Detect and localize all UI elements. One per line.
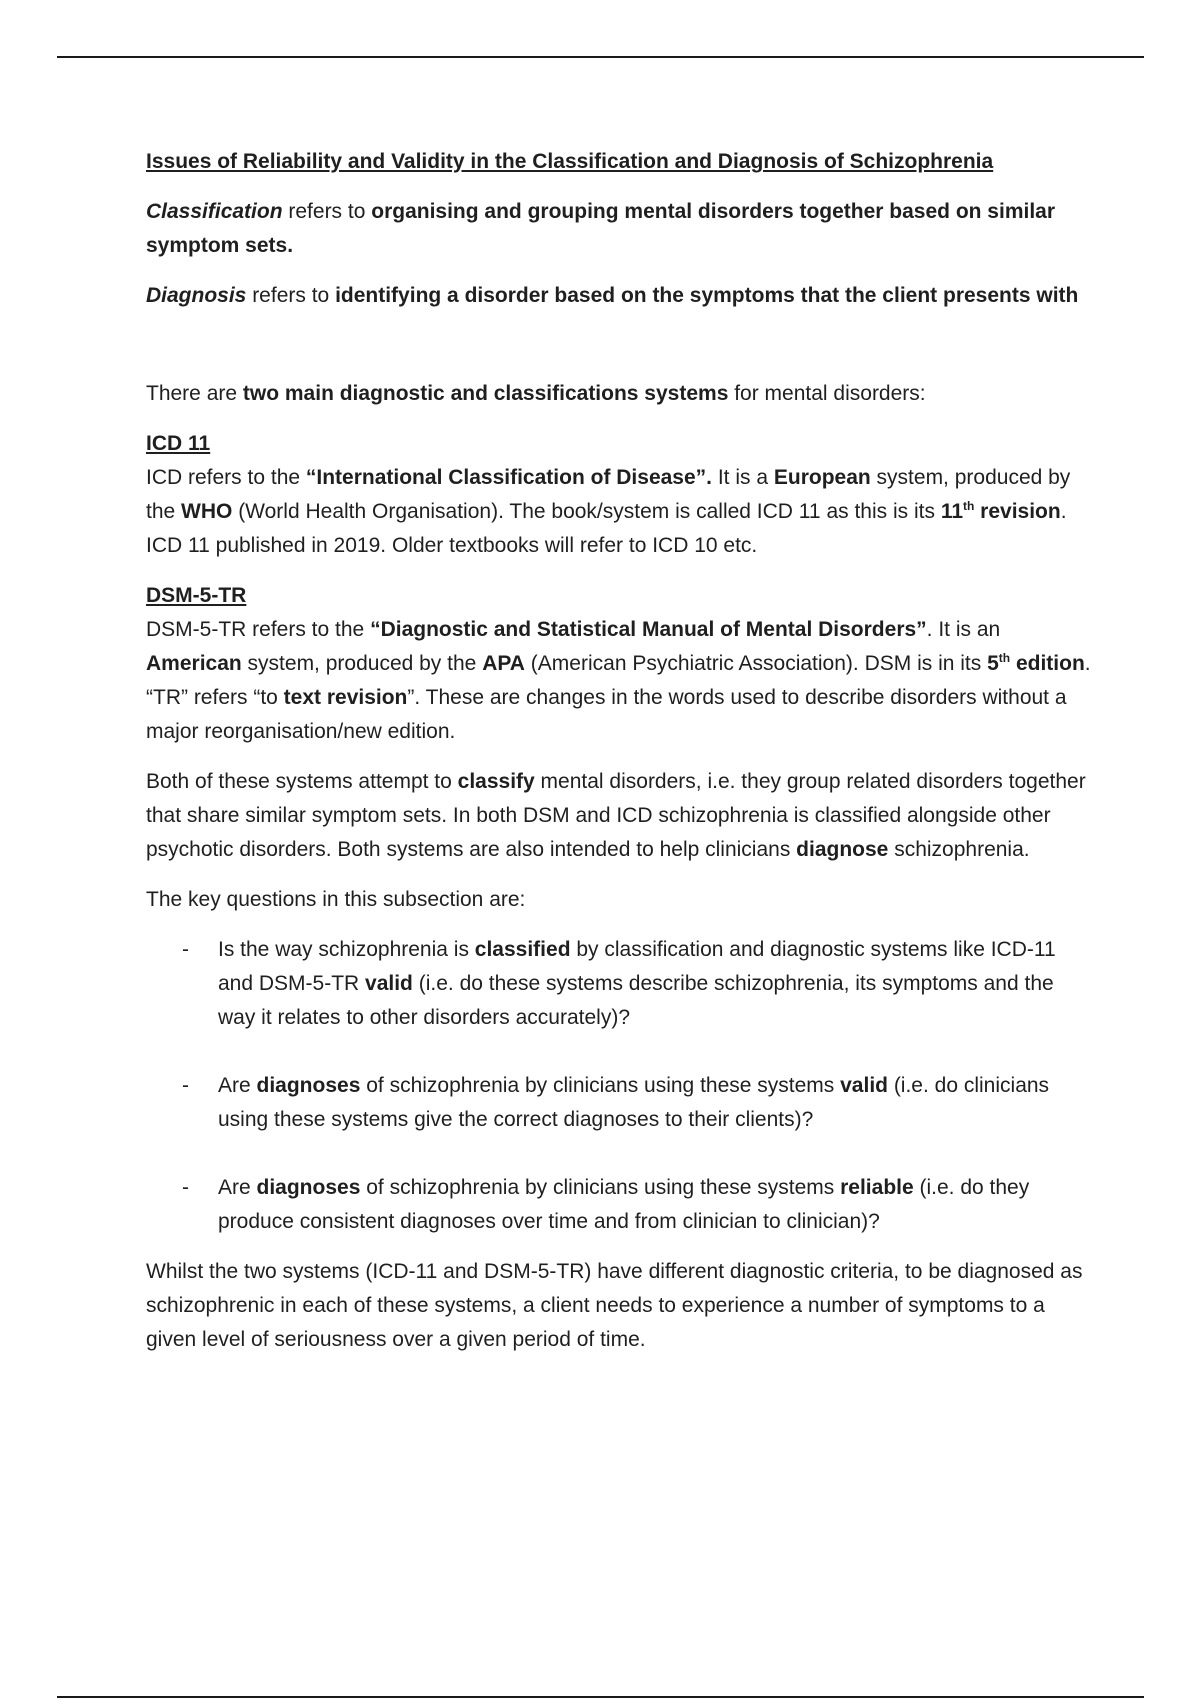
key-questions-list	[146, 933, 1096, 1239]
list-item: - Are diagnoses of schizophrenia by clinicians using these systems valid (i.e. do clinicians using these systems give the correct diagnoses to their clients)?	[182, 1074, 1050, 1131]
dsm-heading: DSM-5-TR	[146, 584, 247, 607]
bottom-rule	[57, 1696, 1144, 1698]
key-questions-intro: The key questions in this subsection are:	[146, 888, 526, 911]
classification-term: Classification	[146, 200, 283, 223]
closing-paragraph: Whilst the two systems (ICD-11 and DSM-5-TR) have different diagnostic criteria, to be diagnosed as schizophrenic in each of these systems, a client needs to experience a number of symptoms to a given level of seriousness over a given period of time.	[146, 1260, 1083, 1351]
diagnosis-definition: Diagnosis refers to identifying a disorder based on the symptoms that the client presents with	[146, 284, 1079, 307]
icd-paragraph: ICD refers to the “International Classification of Disease”. It is a European system, produced by the WHO (World Health Organisation). The book/system is called ICD 11 as this is its 11th revision. ICD 11 published in 2019. Older textbooks will refer to ICD 10 etc.	[146, 466, 1071, 557]
classification-definition: Classification refers to organising and grouping mental disorders together based on similar symptom sets.	[146, 200, 1056, 257]
intro-paragraph: There are two main diagnostic and classifications systems for mental disorders:	[146, 382, 926, 405]
top-rule	[57, 56, 1144, 58]
list-item: - Are diagnoses of schizophrenia by clinicians using these systems reliable (i.e. do they produce consistent diagnoses over time and from clinician to clinician)?	[182, 1176, 1030, 1233]
dsm-paragraph: DSM-5-TR refers to the “Diagnostic and Statistical Manual of Mental Disorders”. It is an American system, produced by the APA (American Psychiatric Association). DSM is in its 5th edition. “TR” refers “to text revision”. These are changes in the words used to describe disorders without a major reorganisation/new edition.	[146, 618, 1091, 743]
diagnosis-term: Diagnosis	[146, 284, 247, 307]
page-title: Issues of Reliability and Validity in the Classification and Diagnosis of Schizophrenia	[146, 150, 994, 173]
document-body	[146, 145, 1096, 1373]
both-systems-paragraph: Both of these systems attempt to classify mental disorders, i.e. they group related disorders together that share similar symptom sets. In both DSM and ICD schizophrenia is classified alongside other psychotic disorders. Both systems are also intended to help clinicians diagnose schizophrenia.	[146, 770, 1086, 861]
spacer	[146, 329, 1096, 377]
icd-heading: ICD 11	[146, 432, 211, 455]
list-item: - Is the way schizophrenia is classified by classification and diagnostic systems like ICD-11 and DSM-5-TR valid (i.e. do these systems describe schizophrenia, its symptoms and the way it relates to other disorders accurately)?	[182, 938, 1056, 1029]
